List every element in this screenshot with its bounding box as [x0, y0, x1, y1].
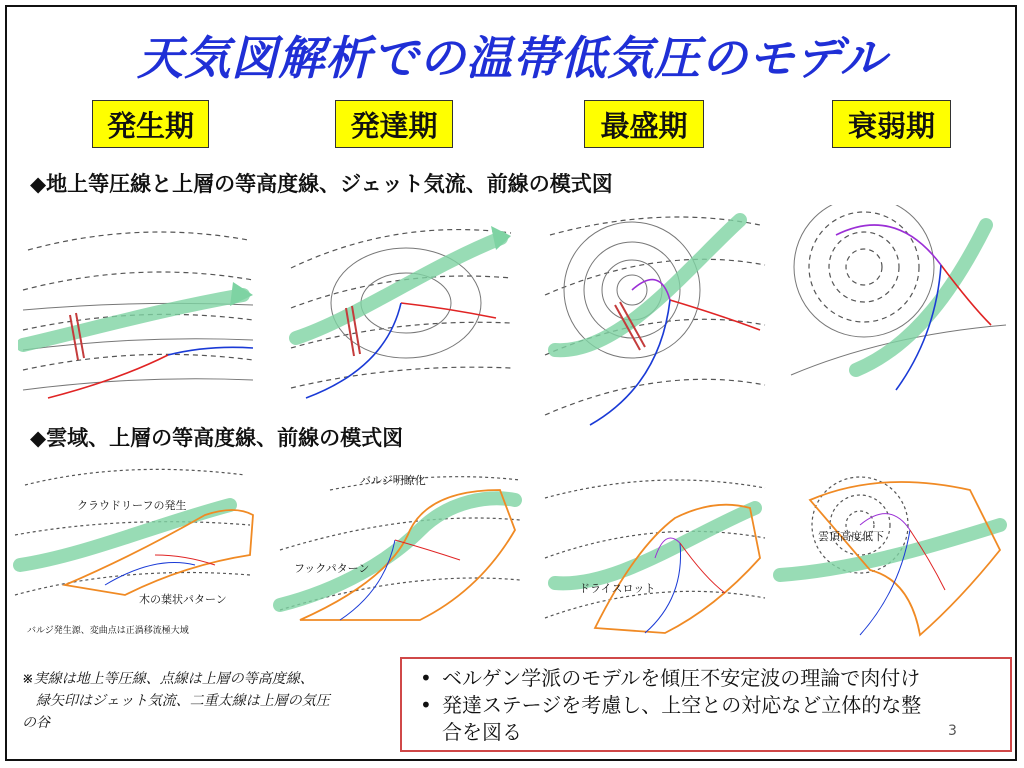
summary-list	[416, 665, 1000, 746]
cloud-edge	[300, 490, 515, 620]
warm-front	[401, 303, 496, 318]
occluded-front	[836, 225, 941, 265]
label-tree-leaf-pattern: 木の葉状パターン	[139, 593, 227, 606]
warm-front	[670, 300, 760, 330]
section-heading-surface: ◆地上等圧線と上層の等高度線、ジェット気流、前線の模式図	[30, 172, 613, 196]
jet-stream-arrow	[23, 295, 243, 345]
cold-front	[860, 530, 910, 635]
note-line: 緑矢印はジェット気流、二重太線は上層の気圧	[22, 693, 330, 709]
summary-item: • 発達ステージを考慮し、上空との対応など立体的な整	[416, 692, 1000, 719]
jet-arrowhead	[230, 282, 253, 306]
jet-stream-arrow	[555, 508, 755, 583]
label-hook-pattern: フックパターン	[294, 562, 370, 575]
jet-stream-arrow	[555, 220, 740, 350]
page-title: 天気図解析での温帯低気圧のモデル	[137, 31, 887, 85]
stage-label-developing: 発達期	[335, 100, 453, 148]
upper-contours	[545, 217, 765, 415]
note-line: ※実線は地上等圧線、点線は上層の等高度線、	[22, 671, 314, 687]
label-cloud-top-lower: 雲頂高度低下	[818, 530, 884, 543]
cloud-diagram-developing	[270, 470, 525, 640]
stage-label-genesis: 発生期	[92, 100, 209, 148]
stage-label-mature: 最盛期	[584, 100, 704, 148]
surface-diagram-developing	[286, 208, 516, 408]
surface-diagram-genesis	[18, 210, 258, 410]
section-heading-cloud: ◆雲域、上層の等高度線、前線の模式図	[30, 426, 404, 450]
summary-item: • ベルゲン学派のモデルを傾圧不安定波の理論で肉付け	[416, 665, 1000, 692]
cold-front	[105, 563, 195, 586]
warm-front	[48, 355, 168, 398]
label-cloud-leaf: クラウドリーフの発生	[77, 499, 187, 512]
summary-box	[400, 657, 1012, 752]
cloud-diagram-mature	[535, 468, 775, 643]
page-number: 3	[948, 723, 957, 739]
label-dry-slot: ドライスロット	[579, 582, 656, 595]
cold-front	[168, 347, 253, 355]
note-line: の谷	[22, 715, 50, 731]
upper-contours	[809, 212, 919, 322]
cloud-diagram-decaying	[770, 470, 1010, 645]
stage-label-decaying: 衰弱期	[832, 100, 951, 148]
surface-diagram-mature	[540, 205, 770, 430]
label-bulge-clear: バルジ明瞭化	[360, 474, 426, 487]
summary-item-continued: 合を図る	[442, 720, 522, 744]
jet-stream-arrow	[20, 505, 230, 565]
occluded-front	[860, 514, 910, 530]
label-bulge-note: バルジ発生源、変曲点は正渦移流極大域	[27, 626, 189, 636]
jet-stream-arrow	[780, 525, 1000, 575]
cloud-diagram-genesis	[5, 455, 260, 640]
warm-front	[680, 543, 725, 593]
surface-diagram-decaying	[786, 205, 1012, 395]
legend-note	[22, 668, 372, 734]
